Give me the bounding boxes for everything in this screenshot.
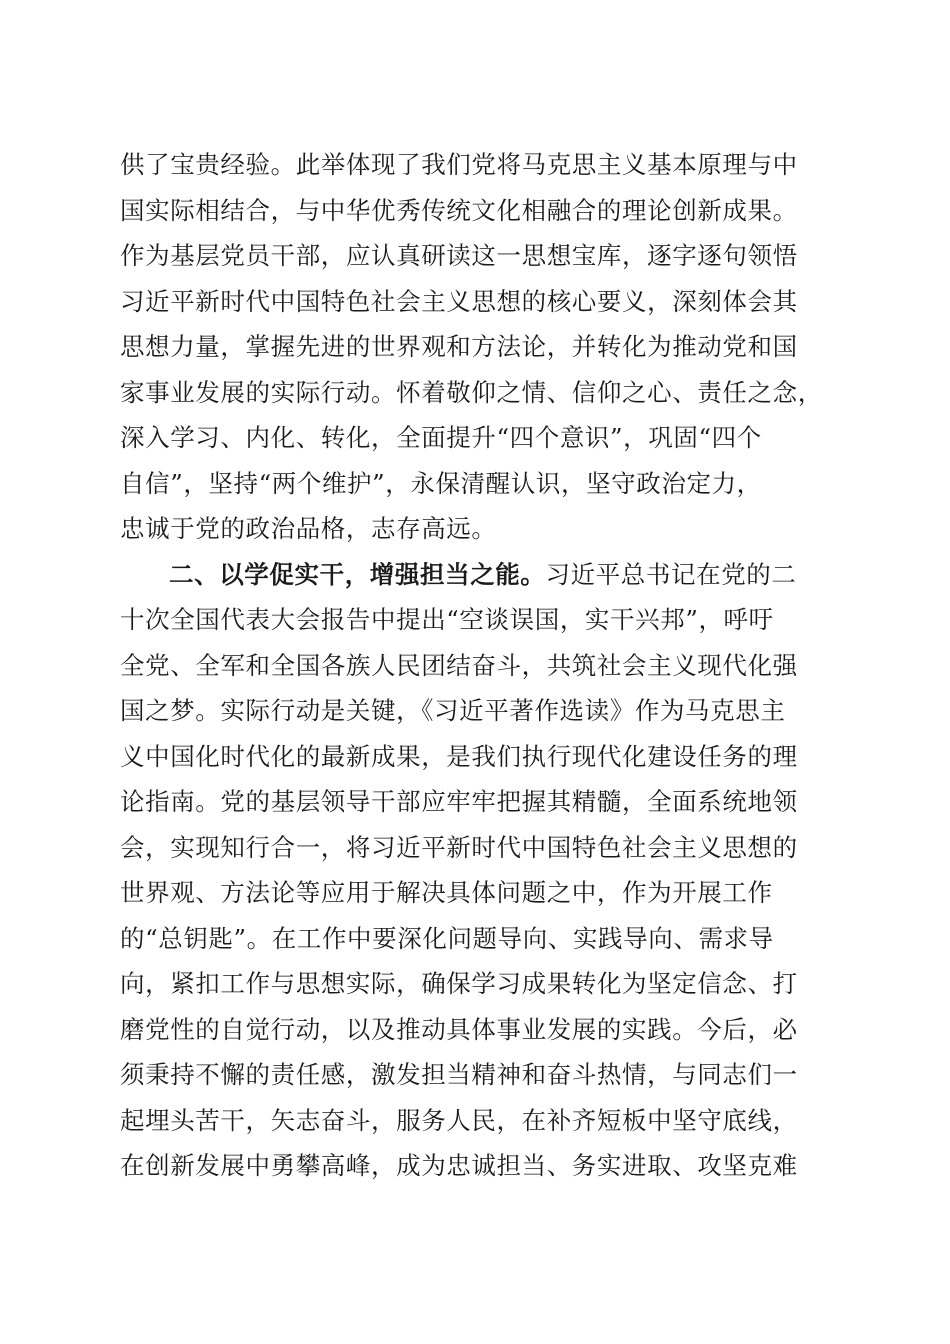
paragraph-line: 十次全国代表大会报告中提出“空谈误国，实干兴邦”，呼吁 [120, 605, 774, 634]
paragraph-line: 深入学习、内化、转化，全面提升“四个意识”，巩固“四个 [120, 423, 762, 452]
paragraph-line: 在创新发展中勇攀高峰，成为忠诚担当、务实进取、攻坚克难 [120, 1151, 798, 1180]
paragraph-line: 习近平新时代中国特色社会主义思想的核心要义，深刻体会其 [120, 286, 798, 316]
paragraph-line: 向，紧扣工作与思想实际，确保学习成果转化为坚定信念、打 [120, 969, 798, 998]
paragraph-line: 家事业发展的实际行动。怀着敬仰之情、信仰之心、责任之念， [120, 377, 823, 407]
paragraph-line: 国实际相结合，与中华优秀传统文化相融合的理论创新成果。 [120, 195, 798, 225]
paragraph-line: 作为基层党员干部，应认真研读这一思想宝库，逐字逐句领悟 [120, 241, 798, 270]
paragraph-line: 全党、全军和全国各族人民团结奋斗，共筑社会主义现代化强 [120, 650, 798, 680]
paragraph-line: 忠诚于党的政治品格，志存高远。 [120, 514, 497, 543]
paragraph-line: 论指南。党的基层领导干部应牢牢把握其精髓，全面系统地领 [120, 787, 798, 816]
paragraph-line: 磨党性的自觉行动，以及推动具体事业发展的实践。今后，必 [120, 1014, 798, 1044]
paragraph-line: 世界观、方法论等应用于解决具体问题之中，作为开展工作 [120, 878, 773, 907]
section-2-first-line [120, 555, 840, 596]
body-text [120, 145, 840, 1192]
paragraph-line: 会，实现知行合一，将习近平新时代中国特色社会主义思想的 [120, 832, 798, 862]
paragraph-line: 起埋头苦干，矢志奋斗，服务人民，在补齐短板中坚守底线， [120, 1105, 798, 1135]
paragraph-line: 须秉持不懈的责任感，激发担当精神和奋斗热情，与同志们一 [120, 1060, 798, 1089]
paragraph-line: 国之梦。实际行动是关键，《习近平著作选读》作为马克思主 [120, 696, 786, 725]
paragraph-line: 义中国化时代化的最新成果，是我们执行现代化建设任务的理 [120, 741, 798, 771]
paragraph-line: 自信”，坚持“两个维护”，永保清醒认识，坚守政治定力， [120, 468, 762, 498]
section-2-heading: 二、以学促实干，增强担当之能。 [169, 559, 546, 589]
paragraph-line: 思想力量，掌握先进的世界观和方法论，并转化为推动党和国 [120, 332, 798, 361]
section-2-lead-text: 习近平总书记在党的二 [545, 559, 797, 589]
paragraph-line: 的“总钥匙”。在工作中要深化问题导向、实践导向、需求导 [120, 923, 774, 953]
paragraph-line: 供了宝贵经验。此举体现了我们党将马克思主义基本原理与中 [120, 150, 798, 179]
